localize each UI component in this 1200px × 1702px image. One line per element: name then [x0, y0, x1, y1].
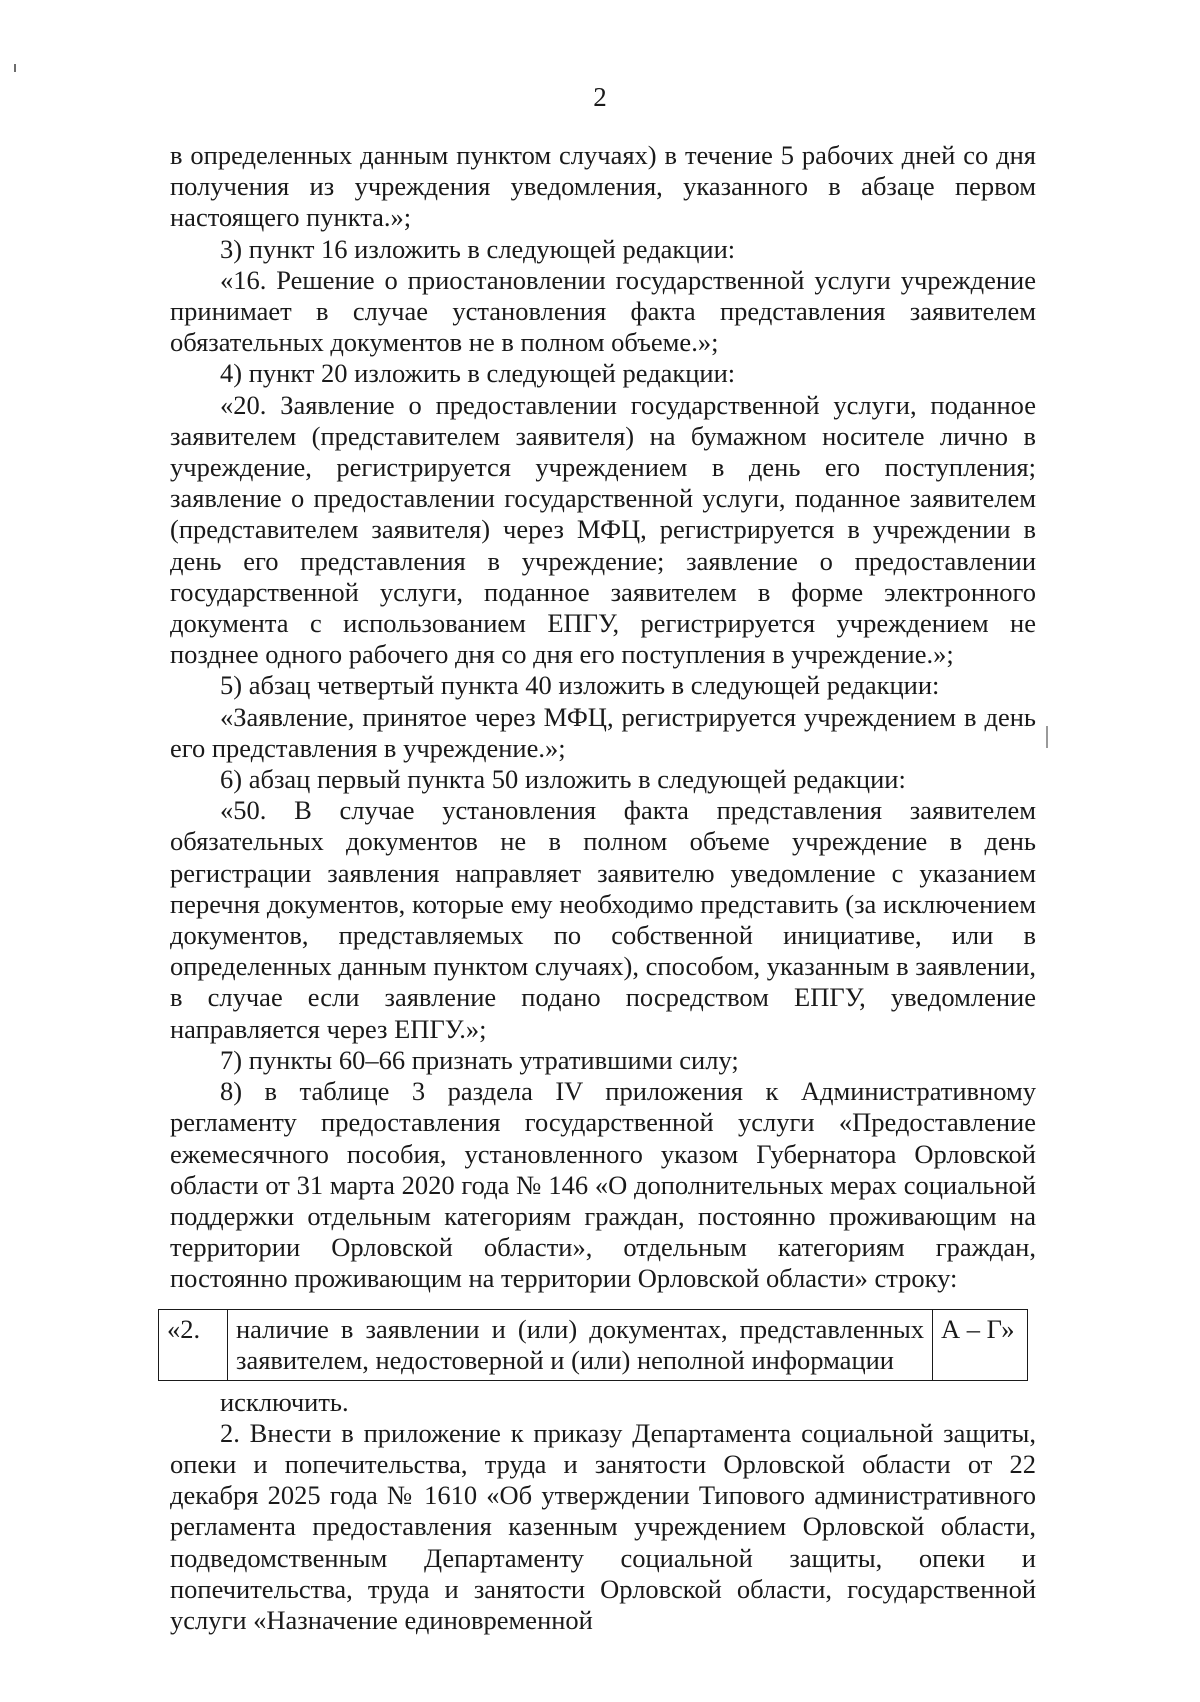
- paragraph: 3) пункт 16 изложить в следующей редакции:: [220, 233, 736, 264]
- paragraph: 4) пункт 20 изложить в следующей редакции:: [220, 358, 736, 389]
- paragraph: «Заявление, принятое через МФЦ, регистрируется учреждением в день его представления в учреждение.»;: [170, 701, 1036, 763]
- paragraph: 7) пункты 60–66 признать утратившими силу;: [220, 1044, 739, 1075]
- paragraph: 5) абзац четвертый пункта 40 изложить в следующей редакции:: [220, 670, 940, 701]
- scan-edge-mark: [14, 64, 16, 72]
- table-cell-code: А – Г»: [933, 1309, 1028, 1380]
- table-cell-number: «2.: [159, 1309, 228, 1380]
- document-body: [167, 140, 1036, 1636]
- paragraph: «50. В случае установления факта представления заявителем обязательных документов не в полном объеме учреждение в день регистрации заявления направляет заявителю уведомление с указанием перечня документов, которые ему необходимо представить (за исключением документов, представляемых по собственной инициативе, или в определенных данным пунктом случаях), способом, указанным в заявлении, в случае если заявление подано посредством ЕПГУ, уведомление направляется через ЕПГУ.»;: [170, 795, 1036, 1044]
- scan-edge-mark: [1046, 726, 1048, 748]
- paragraph: 6) абзац первый пункта 50 изложить в следующей редакции:: [220, 764, 906, 795]
- table-row: [159, 1309, 1028, 1380]
- amendment-table: [158, 1309, 1028, 1381]
- paragraph: «16. Решение о приостановлении государственной услуги учреждение принимает в случае установления факта представления заявителем обязательных документов не в полном объеме.»;: [170, 264, 1036, 358]
- page-number: 2: [593, 82, 607, 112]
- paragraph: «20. Заявление о предоставлении государственной услуги, поданное заявителем (представителем заявителя) на бумажном носителе лично в учреждение, регистрируется учреждением в день его поступления; заявление о предоставлении государственной услуги, поданное заявителем (представителем заявителя) через МФЦ, регистрируется в учреждении в день его представления в учреждение; заявление о предоставлении государственной услуги, поданное заявителем в форме электронного документа с использованием ЕПГУ, регистрируется учреждением не позднее одного рабочего дня со дня его поступления в учреждение.»;: [170, 389, 1036, 670]
- paragraph: 8) в таблице 3 раздела IV приложения к Административному регламенту предоставления государственной услуги «Предоставление ежемесячного пособия, установленного указом Губернатора Орловской области от 31 марта 2020 года № 146 «О дополнительных мерах социальной поддержки отдельным категориям граждан, постоянно проживающим на территории Орловской области», отдельным категориям граждан, постоянно проживающим на территории Орловской области» строку:: [170, 1076, 1036, 1294]
- after-table-section: [170, 1387, 1036, 1637]
- paragraph: исключить.: [220, 1386, 349, 1417]
- paragraph: 2. Внести в приложение к приказу Департамента социальной защиты, опеки и попечительства, труда и занятости Орловской области от 22 декабря 2025 года № 1610 «Об утверждении Типового административного регламента предоставления казенным учреждением Орловской области, подведомственным Департаменту социальной защиты, опеки и попечительства, труда и занятости Орловской области, государственной услуги «Назначение единовременной: [170, 1417, 1036, 1635]
- paragraph: в определенных данным пунктом случаях) в течение 5 рабочих дней со дня получения из учреждения уведомления, указанного в абзаце первом настоящего пункта.»;: [170, 140, 1036, 233]
- table-cell-text: наличие в заявлении и (или) документах, представленных заявителем, недостоверной и (или) неполной информации: [228, 1309, 933, 1380]
